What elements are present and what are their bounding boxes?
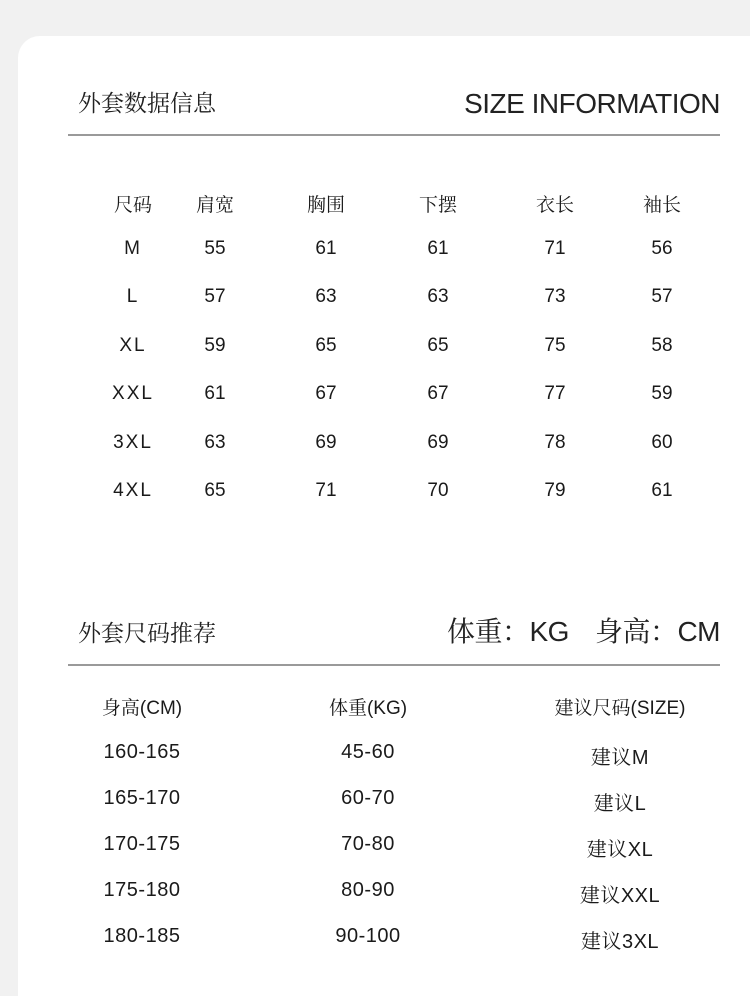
size-value: 67 bbox=[427, 383, 449, 405]
size-value: 63 bbox=[427, 286, 449, 308]
size-label: XL bbox=[119, 334, 147, 356]
size-label: 3XL bbox=[113, 431, 153, 453]
suggested-size: 建议M bbox=[590, 747, 650, 769]
size-value: 57 bbox=[651, 286, 673, 308]
height-range: 180-185 bbox=[103, 925, 181, 947]
suggested-size: 建议L bbox=[593, 793, 647, 815]
recommend-col-header: 建议尺码(SIZE) bbox=[554, 698, 686, 719]
size-value: 61 bbox=[651, 480, 673, 501]
weight-range: 90-100 bbox=[335, 925, 401, 947]
size-label: 4XL bbox=[113, 480, 153, 501]
size-value: 78 bbox=[544, 431, 566, 453]
size-value: 71 bbox=[544, 238, 566, 259]
height-range: 165-170 bbox=[103, 787, 181, 809]
weight-unit: 体重：KG bbox=[446, 616, 569, 647]
height-unit: 身高：CM bbox=[594, 616, 720, 647]
units-label bbox=[447, 610, 720, 650]
size-col-header: 衣长 bbox=[535, 195, 575, 216]
weight-range: 80-90 bbox=[341, 879, 395, 901]
weight-range: 60-70 bbox=[341, 787, 395, 809]
suggested-size: 建议XL bbox=[586, 839, 654, 861]
size-value: 59 bbox=[651, 383, 673, 405]
size-value: 63 bbox=[204, 431, 226, 453]
size-value: 65 bbox=[204, 480, 226, 501]
size-value: 60 bbox=[651, 431, 673, 453]
size-info-title-en: SIZE INFORMATION bbox=[464, 88, 720, 119]
recommend-col-header: 体重(KG) bbox=[328, 698, 408, 719]
size-col-header: 袖长 bbox=[642, 195, 682, 216]
size-col-header: 尺码 bbox=[113, 195, 153, 216]
recommend-header bbox=[68, 590, 720, 666]
size-col-header: 胸围 bbox=[306, 195, 346, 216]
size-value: 69 bbox=[427, 431, 449, 453]
size-col-header: 下摆 bbox=[418, 195, 458, 216]
size-label: L bbox=[126, 286, 140, 308]
recommend-title-cn: 外套尺码推荐 bbox=[78, 620, 216, 646]
weight-range: 45-60 bbox=[341, 741, 395, 763]
size-value: 67 bbox=[315, 383, 337, 405]
suggested-size: 建议XXL bbox=[579, 885, 661, 907]
height-range: 160-165 bbox=[103, 741, 181, 763]
size-value: 61 bbox=[315, 238, 337, 259]
height-range: 170-175 bbox=[103, 833, 181, 855]
size-value: 61 bbox=[427, 238, 449, 259]
size-value: 79 bbox=[544, 480, 566, 501]
size-value: 75 bbox=[544, 334, 566, 356]
size-value: 63 bbox=[315, 286, 337, 308]
size-value: 65 bbox=[427, 334, 449, 356]
size-value: 70 bbox=[427, 480, 449, 501]
size-value: 55 bbox=[204, 238, 226, 259]
size-value: 59 bbox=[204, 334, 226, 356]
size-value: 65 bbox=[315, 334, 337, 356]
height-range: 175-180 bbox=[103, 879, 181, 901]
size-col-header: 肩宽 bbox=[195, 195, 235, 216]
size-value: 61 bbox=[204, 383, 226, 405]
size-value: 57 bbox=[204, 286, 226, 308]
recommend-col-header: 身高(CM) bbox=[101, 698, 183, 719]
size-value: 77 bbox=[544, 383, 566, 405]
suggested-size: 建议3XL bbox=[580, 931, 660, 953]
size-value: 71 bbox=[315, 480, 337, 501]
size-value: 58 bbox=[651, 334, 673, 356]
size-info-header bbox=[68, 60, 720, 136]
size-value: 69 bbox=[315, 431, 337, 453]
size-label: M bbox=[124, 238, 142, 259]
size-value: 73 bbox=[544, 286, 566, 308]
size-value: 56 bbox=[651, 238, 673, 259]
size-label: XXL bbox=[112, 383, 154, 405]
weight-range: 70-80 bbox=[341, 833, 395, 855]
size-info-title-cn: 外套数据信息 bbox=[78, 90, 216, 116]
